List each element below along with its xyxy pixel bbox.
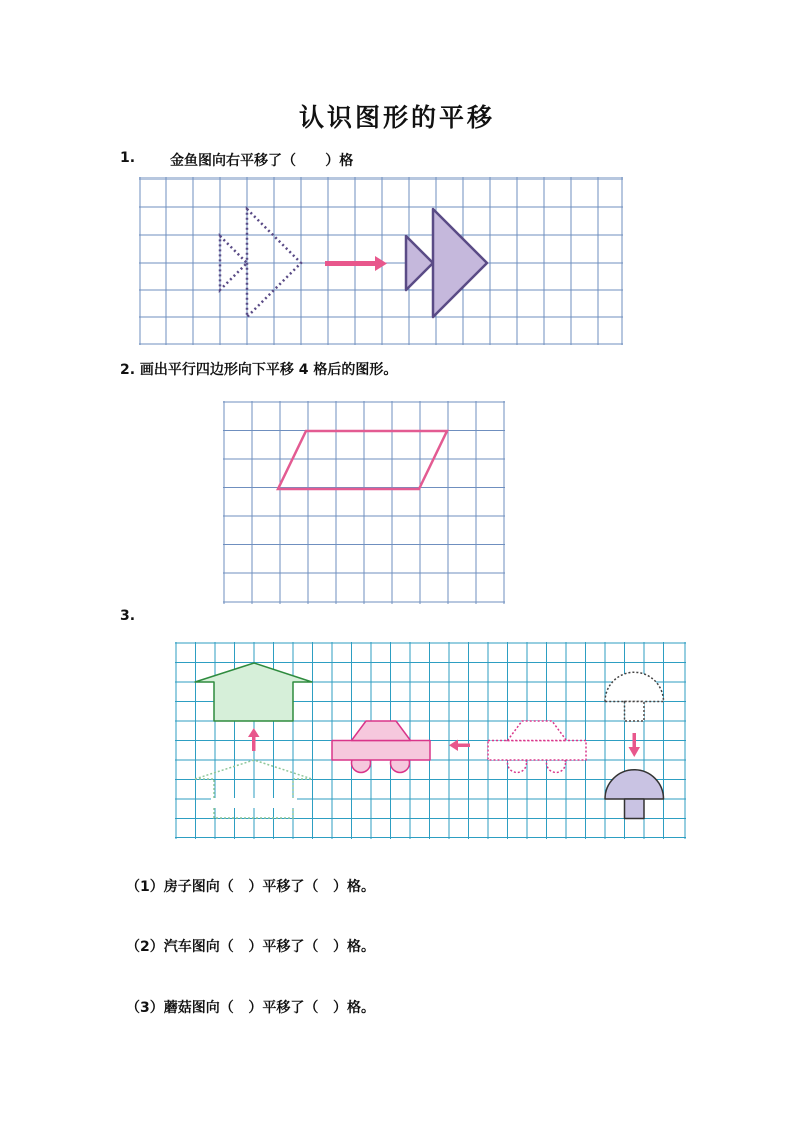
mushroom-down-arrow-icon [629, 733, 641, 757]
mushroom-translated [605, 770, 664, 819]
question-1-number: 1. [120, 150, 136, 166]
question-3-sub-3: （3）蘑菇图向（ ）平移了（ ）格。 [126, 1000, 375, 1016]
parallelogram-grid-figure [223, 401, 505, 604]
question-3-sub-2: （2）汽车图向（ ）平移了（ ）格。 [126, 939, 375, 955]
translation-arrow [325, 256, 387, 271]
car-left-arrow-icon [449, 740, 470, 752]
house-up-arrow-icon [248, 728, 260, 751]
question-3-number: 3. [120, 608, 136, 624]
car-translated [332, 721, 430, 773]
car-original-dotted [488, 721, 586, 773]
translation-grid-figure [175, 642, 686, 839]
fish-grid-figure [139, 177, 623, 345]
question-2-text: 2. 画出平行四边形向下平移 4 格后的图形。 [120, 362, 398, 378]
page-title: 认识图形的平移 [298, 103, 495, 132]
mushroom-original-dotted [605, 672, 664, 721]
parallelogram [278, 431, 447, 489]
question-1-text: 金鱼图向右平移了（ ）格 [170, 153, 354, 169]
fish-translated [406, 209, 487, 317]
house-translated [195, 663, 312, 721]
question-3-sub-1: （1）房子图向（ ）平移了（ ）格。 [126, 879, 375, 895]
